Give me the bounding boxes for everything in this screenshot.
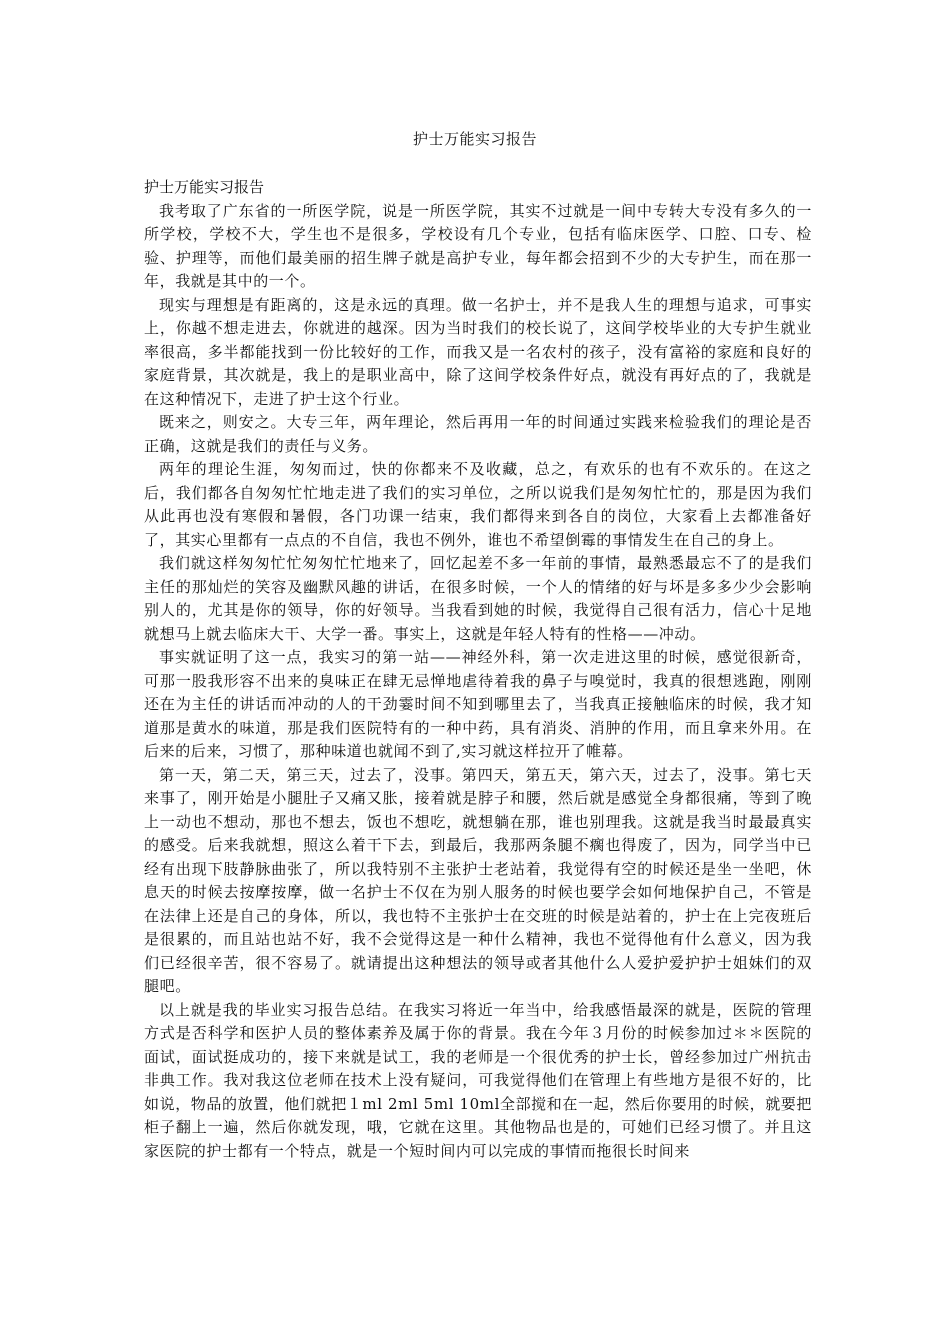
document-subtitle: 护士万能实习报告 — [144, 178, 265, 196]
paragraph: 我考取了广东省的一所医学院，说是一所医学院，其实不过就是一间中专转大专没有多久的一所学校，学校不大，学生也不是很多，学校设有几个专业，包括有临床医学、口腔、口专、检验、护理等，而他们最美丽的招生牌子就是高护专业，每年都会招到不少的大专护生，而在那一年，我就是其中的一个。 — [144, 201, 812, 290]
paragraph: 两年的理论生涯，匆匆而过，快的你都来不及收藏，总之，有欢乐的也有不欢乐的。在这之后，我们都各自匆匆忙忙地走进了我们的实习单位，之所以说我们是匆匆忙忙的，那是因为我们从此再也没有寒假和暑假，各门功课一结束，我们都得来到各自的岗位，大家看上去都准备好了，其实心里都有一点点的不自信，我也不例外，谁也不希望倒霉的事情发生在自己的身上。 — [144, 460, 812, 549]
document-body — [144, 176, 812, 1163]
paragraph: 现实与理想是有距离的，这是永远的真理。做一名护士，并不是我人生的理想与追求，可事实上，你越不想走进去，你就进的越深。因为当时我们的校长说了，这间学校毕业的大专护生就业率很高，多半都能找到一份比较好的工作，而我又是一名农村的孩子，没有富裕的家庭和良好的家庭背景，其次就是，我上的是职业高中，除了这间学校条件好点，就没有再好点的了，我就是在这种情况下，走进了护士这个行业。 — [144, 295, 812, 408]
paragraph: 第一天，第二天，第三天，过去了，没事。第四天，第五天，第六天，过去了，没事。第七天来事了，刚开始是小腿肚子又痛又胀，接着就是脖子和腰，然后就是感觉全身都很痛，等到了晚上一动也不想动，那也不想去，饭也不想吃，就想躺在那，谁也别理我。这就是我当时最最真实的感受。后来我就想，照这么着干下去，到最后，我那两条腿不瘸也得废了，因为，同学当中已经有出现下肢静脉曲张了，所以我特别不主张护士老站着，我觉得有空的时候还是坐一坐吧，休息天的时候去按摩按摩，做一名护士不仅在为别人服务的时候也要学会如何地保护自己，不管是在法律上还是自己的身体，所以，我也特不主张护士在交班的时候是站着的，护士在上完夜班后是很累的，而且站也站不好，我不会觉得这是一种什么精神，我也不觉得他有什么意义，因为我们已经很辛苦，很不容易了。就请提出这种想法的领导或者其他什么人爱护爱护护士姐妹们的双腿吧。 — [144, 765, 812, 995]
paragraph: 以上就是我的毕业实习报告总结。在我实习将近一年当中，给我感悟最深的就是，医院的管理方式是否科学和医护人员的整体素养及属于你的背景。我在今年３月份的时候参加过＊＊医院的面试，面试挺成功的，接下来就是试工，我的老师是一个很优秀的护士长，曾经参加过广州抗击非典工作。我对我这位老师在技术上没有疑问，可我觉得他们在管理上有些地方是很不好的，比如说，物品的放置，他们就把１ml 2ml 5ml 10ml全部搅和在一起，然后你要用的时候，就要把柜子翻上一遍，然后你就发现，哦，它就在这里。其他物品也是的，可她们已经习惯了。并且这家医院的护士都有一个特点，就是一个短时间内可以完成的事情而拖很长时间来 — [144, 1000, 812, 1160]
paragraph: 事实就证明了这一点，我实习的第一站——神经外科，第一次走进这里的时候，感觉很新奇，可那一股我形容不出来的臭味正在肆无忌惮地虐待着我的鼻子与嗅觉时，我真的很想逃跑，刚刚还在为主任的讲话而冲动的人的干劲霎时间不知到哪里去了，当我真正接触临床的时候，我才知道那是黄水的味道，那是我们医院特有的一种中药，具有消炎、消肿的作用，而且拿来外用。在后来的后来，习惯了，那种味道也就闻不到了,实习就这样拉开了帷幕。 — [144, 648, 812, 760]
paragraph: 我们就这样匆匆忙忙匆匆忙忙地来了，回忆起差不多一年前的事情，最熟悉最忘不了的是我们主任的那灿烂的笑容及幽默风趣的讲话，在很多时候，一个人的情绪的好与坏是多多少少会影响别人的，尤其是你的领导，你的好领导。当我看到她的时候，我觉得自己很有活力，信心十足地就想马上就去临床大干、大学一番。事实上，这就是年轻人特有的性格——冲动。 — [144, 554, 812, 643]
paragraph: 既来之，则安之。大专三年，两年理论，然后再用一年的时间通过实践来检验我们的理论是否正确，这就是我们的责任与义务。 — [144, 413, 812, 455]
document-title: 护士万能实习报告 — [412, 130, 537, 148]
